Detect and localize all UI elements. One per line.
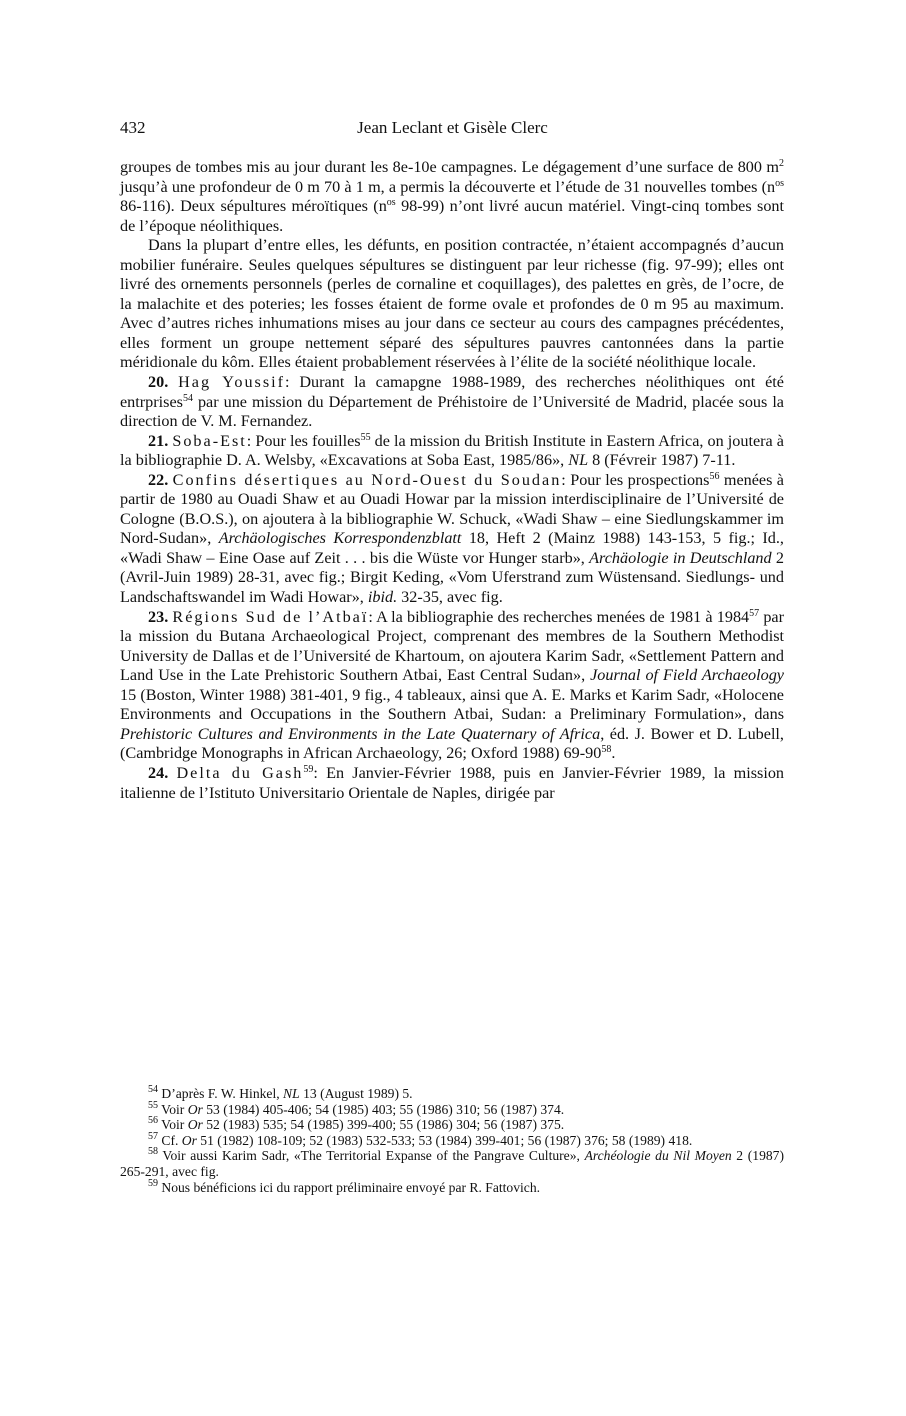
italic-run: Or <box>187 1117 203 1133</box>
text-run: jusqu’à une profondeur de 0 m 70 à 1 m, a permis la découverte et l’étude de 31 nouvelles tombes (n <box>120 177 776 196</box>
section-heading: Delta du Gash <box>176 763 304 782</box>
footnote-59 <box>120 1177 784 1196</box>
text-run: 2 (Avril-Juin 1989) 28-31, avec fig.; Birgit Keding, «Vom Uferstrand zum Wüstensand. Siedlungs- und Landschaftswandel im Wadi Howar», <box>120 548 785 607</box>
italic-run: Journal of Field Archaeology <box>590 666 784 685</box>
footnote-54 <box>120 1086 784 1102</box>
text-run: 51 (1982) 108-109; 52 (1983) 532-533; 53 (1984) 399-401; 56 (1987) 376; 58 (1989) 418. <box>196 1132 693 1148</box>
text-run: de la mission du British Institute in Eastern Africa, on joutera à la bibliographie D. A. Welsby, «Excavations at Soba East, 1985/86», <box>120 431 784 470</box>
footnotes <box>120 1086 784 1195</box>
text-run: 53 (1984) 405-406; 54 (1985) 403; 55 (1986) 310; 56 (1987) 374. <box>202 1101 565 1117</box>
text-run: 32-35, avec fig. <box>397 588 503 607</box>
text-run: D’après F. W. Hinkel, <box>158 1086 284 1101</box>
footnote-58 <box>120 1148 784 1179</box>
text-run: 18, Heft 2 (Mainz 1988) 143-153, 5 fig.; Id., «Wadi Shaw – Eine Oase auf Zeit . . . bis die Wüste vor Hunger starb», <box>120 529 784 567</box>
section-heading: Soba-Est <box>172 431 247 450</box>
footnote-ref: 57 <box>148 1130 158 1142</box>
text-run: 8 (Févreir 1987) 7-11. <box>588 451 736 470</box>
footnote-ref: os <box>775 177 784 189</box>
italic-run: Archäologie in Deutschland <box>589 548 772 567</box>
footnote-ref: 59 <box>148 1177 158 1189</box>
text-run: 86-116). Deux sépultures méroïtiques (n <box>120 197 387 216</box>
section-number: 24. <box>148 763 169 782</box>
text-run: : Durant la camapgne 1988-1989, des recherches néolithiques ont été entrprises <box>120 373 784 411</box>
section-24-delta-du-gash <box>120 764 784 803</box>
text-run: Nous bénéficions ici du rapport préliminaire envoyé par R. Fattovich. <box>158 1179 541 1195</box>
text-run: par la mission du Butana Archaeological Project, comprenant des membres de la Southern Methodist University de Dallas et de l’Université de Khartoum, on ajoutera Karim Sadr, «Settlement Pattern and Land Use in the Late Prehistoric Southern Atbai, East Central Sudan», <box>120 607 784 685</box>
text-run: : En Janvier-Février 1988, puis en Janvier-Février 1989, la mission italienne de l’Istituto Universitario Orientale de Naples, dirigée par <box>120 763 785 802</box>
text-run: 98-99) n’ont livré aucun matériel. Vingt-cinq tombes sont de l’époque néolithiques. <box>120 197 784 235</box>
section-heading: Régions Sud de l’Atbaï <box>172 607 369 626</box>
section-heading: Hag Youssif <box>178 373 286 392</box>
text-run <box>168 373 178 391</box>
section-number: 21. <box>148 431 169 450</box>
page-number: 432 <box>120 118 146 137</box>
section-heading: Confins désertiques au Nord-Ouest du Soudan <box>172 470 562 489</box>
italic-run: NL <box>283 1086 300 1101</box>
text-run: menées à partir de 1980 au Ouadi Shaw et au Ouadi Howar par la mission interdisciplinaire de l’Université de Cologne (B.O.S.), on ajoutera à la bibliographie W. Schuck, «Wadi Shaw – eine Siedlungskammer im Nord-Sudan», <box>120 470 784 548</box>
footnote-ref: 55 <box>148 1099 158 1111</box>
italic-run: Or <box>187 1101 203 1117</box>
text-run: Cf. <box>158 1132 182 1148</box>
text-run: 13 (August 1989) 5. <box>299 1086 413 1101</box>
section-23-regions-sud-atbai <box>120 608 784 764</box>
footnote-ref: 58 <box>601 744 612 756</box>
section-number: 23. <box>148 607 169 626</box>
footnote-ref: 56 <box>148 1115 158 1127</box>
footnote-ref: 54 <box>148 1084 158 1095</box>
footnote-ref: 55 <box>360 431 371 443</box>
text-run: par une mission du Département de Préhistoire de l’Université de Madrid, placée sous la direction de V. M. Fernandez. <box>120 392 784 431</box>
section-21-soba-est <box>120 432 784 471</box>
footnote-ref: 58 <box>148 1146 158 1158</box>
footnote-57 <box>120 1130 784 1149</box>
footnote-56 <box>120 1117 784 1133</box>
section-number: 22. <box>148 470 169 489</box>
footnote-ref: 57 <box>749 607 760 619</box>
main-text <box>120 158 784 803</box>
section-number: 20. <box>148 373 169 392</box>
paragraph <box>120 236 784 373</box>
text-run: Dans la plupart d’entre elles, les défunts, en position contractée, n’étaient accompagnés d’aucun mobilier funéraire. Seules quelques sépultures se distinguent par leur richesse (fig. 97-99); elles ont livré des ornements personnels (perles de cornaline et coquillages), des palettes en grès, de l’ocre, de la malachite et des poteries; les fosses étaient de forme ovale et profondes de 0 m 95 au maximum. Avec d’autres riches inhumations mises au jour dans ce secteur au cours des campagnes précédentes, elles forment un groupe nettement séparé des sépultures pauvres cantonnées dans la partie méridionale du kôm. Elles étaient probablement réservées à l’élite de la société néolithique locale. <box>120 236 784 372</box>
footnote-55 <box>120 1099 784 1118</box>
footnote-ref: 56 <box>709 470 720 482</box>
text-run: Voir <box>158 1117 188 1133</box>
text-run: 15 (Boston, Winter 1988) 381-401, 9 fig., 4 tableaux, ainsi que A. E. Marks et Karim Sadr, «Holocene Environments and Occupations in the Southern Atbai, Sudan: a Preliminary Formulation», dans <box>120 685 784 724</box>
italic-run: Archäologisches Korrespondenzblatt <box>218 529 462 548</box>
text-run: , éd. J. Bower et D. Lubell, (Cambridge Monographs in African Archaeology, 26; Oxford 1988) 69-90 <box>120 724 784 763</box>
italic-run: Prehistoric Cultures and Environments in the Late Quaternary of Africa <box>120 724 601 743</box>
text-run: . <box>611 744 616 763</box>
italic-run: ibid. <box>367 588 398 607</box>
page-header <box>120 118 785 140</box>
text-run: : Pour les prospections <box>561 470 710 489</box>
running-title: Jean Leclant et Gisèle Clerc <box>357 118 548 137</box>
footnote-ref: os <box>386 197 396 209</box>
text-run: Voir aussi Karim Sadr, «The Territorial Expanse of the Pangrave Culture», <box>158 1148 585 1164</box>
footnote-ref: 54 <box>182 392 193 404</box>
text-run: 2 (1987) 265-291, avec fig. <box>120 1148 784 1179</box>
section-22-confins-desertiques <box>120 471 784 608</box>
text-run: Voir <box>158 1101 188 1117</box>
italic-run: Or <box>181 1132 197 1148</box>
footnote-ref: 2 <box>779 158 784 169</box>
text-run: 52 (1983) 535; 54 (1985) 399-400; 55 (1986) 304; 56 (1987) 375. <box>202 1117 565 1133</box>
paragraph <box>120 158 784 236</box>
text-run: groupes de tombes mis au jour durant les 8e-10e campagnes. Le dégagement d’une surface de 800 m <box>120 158 779 176</box>
section-20-hag-youssif <box>120 373 784 432</box>
footnote-ref: 59 <box>303 763 314 775</box>
italic-run: NL <box>568 451 589 470</box>
text-run: : A la bibliographie des recherches menées de 1981 à 1984 <box>368 607 750 626</box>
italic-run: Archéologie du Nil Moyen <box>584 1148 732 1164</box>
text-run: : Pour les fouilles <box>246 431 361 450</box>
